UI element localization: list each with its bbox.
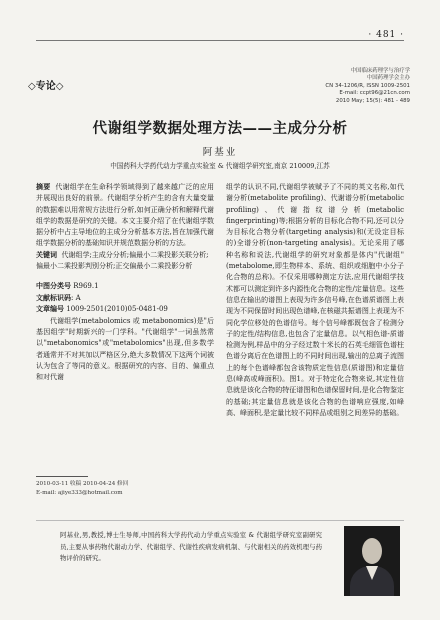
header-rule: [36, 40, 404, 41]
journal-line: CN 34-1206/R, ISSN 1009-2501: [325, 82, 410, 89]
portrait-face: [362, 538, 382, 564]
footnote-dates: 2010-03-11 收稿 2010-04-24 修回: [36, 481, 129, 487]
body-paragraph-left: 代谢组学(metabolomics 或 metabonomics)是"后基因组学"时期新兴的一门学科。"代谢组学"一词虽然常以"metabonomics"或"metabolomics"出现,但多数学者通常并不对其加以严格区分,绝大多数情况下这两个词被认为包含了等同的意义。根据研究的内容、目的、偏重点和对代谢: [36, 316, 214, 382]
journal-line: 中国临床药理学与治疗学: [350, 68, 410, 74]
clc-value: R969.1: [73, 282, 99, 291]
journal-line: E-mail: ccpt96@21cn.com: [339, 90, 410, 97]
body-paragraph-right: 组学的认识不同,代谢组学被赋予了不同的英文名称,如代谢分析(metabolite profiling)、代谢谱分析(metabolic profiling)、代谢指纹谱分析(metabolic fingerprinting)等;根据分析的目标化合物不同,还可以分为目标化合物分析(targeting analysis)和(无设定目标的)全谱分析(non-targeting analysis)。无论采用了哪种名称和说法,代谢组学的研究对象都是体内"代谢组"(metabolome,即生物样本、系统、组织或细胞中小分子化合物的总称)。不仅采用哪种测定方法,应用代谢组学技术都可以测定到许多内源性化合物的定性/定量信息。这些信息在输出的谱图上表现为许多信号峰,在色谱质谱图上表现为不同保留时间出现色谱峰,在核磁共振谱图上表现为不同化学位移处的色谱信号。每个信号峰都既包含了检测分子的定性/结构信息,也包含了定量信息。以气相色谱-质谱检测为例,样品中的分子经过数十米长的石英毛细管色谱柱色谱分离后在色谱图上的不同时间出现,输出的总离子流图上的每个色谱峰都包含该物质定性信息(质谱图)和定量信息(峰高或峰面积)。图1。对于特定化合物来说,其定性信息就是该化合物的特征谱图和色谱保留时间,是化合物鉴定的基础;其定量信息就是该化合物的色谱响应强度,如峰高、峰面积,是定量比较不同样品或组别之间差异的基础。: [226, 183, 404, 417]
article-author: 阿基业: [202, 147, 238, 158]
doc-code-value: A: [75, 293, 81, 302]
keywords-text: 代谢组学;主成分分析;偏最小二乘投影关联分析;偏最小二乘投影判别分析;正交偏最小二乘投影分析: [36, 250, 209, 271]
left-column: [36, 182, 214, 384]
author-affiliation: 中国药科大学药代动力学重点实验室 & 代谢组学研究室,南京 210009,江苏: [110, 162, 330, 170]
journal-info: [260, 68, 410, 105]
abstract-text: 代谢组学在生命科学领域得到了越来越广泛的应用并展现出良好的前景。代谢组学分析产生的含有大量变量的数据难以用常规方法进行分析,如何正确分析和解释代谢组学的数据是研究的关键。本文主要介绍了在代谢组学数据分析中占主导地位的主成分分析基本方法,旨在加强代谢组学数据分析的基础知识并规范数据分析的方法。: [36, 183, 215, 248]
keywords-label: 关键词: [36, 250, 57, 259]
doc-code-label: 文献标识码: [36, 293, 71, 302]
abstract-label: 摘要: [36, 183, 51, 191]
keywords: [36, 250, 214, 273]
column-tag: ◇专论◇: [28, 81, 64, 92]
clc-label: 中图分类号: [36, 282, 71, 291]
footnote-rule: [36, 476, 88, 477]
journal-line: 2010 May; 15(5): 481 - 489: [335, 97, 410, 104]
clc-row: [36, 281, 214, 293]
article-title: 代谢组学数据处理方法——主成分分析: [92, 121, 348, 137]
right-column: [226, 182, 404, 419]
author-portrait-icon: [344, 526, 400, 596]
article-id-label: 文章编号: [36, 305, 64, 314]
article-id-value: 1009-2501(2010)05-0481-09: [66, 305, 168, 314]
page-number: · 481 ·: [368, 30, 404, 40]
doc-code-row: 文献标识码: A: [36, 293, 81, 302]
classification-block: [36, 281, 214, 316]
article-id-row: [36, 304, 214, 316]
journal-line: 中国药理学会主办: [366, 75, 410, 82]
footnote-email: E-mail: ajiye333@hotmail.com: [36, 490, 123, 496]
author-bio-text: 阿基业,男,教授,博士生导师,中国药科大学药代动力学重点实验室 & 代谢组学研究室副研究员,主要从事药物代谢动力学、代谢组学、代谢性疾病发病机制、与代谢相关的药效机理与药物评价的研究。: [60, 531, 322, 562]
footnote: [36, 480, 214, 498]
abstract: [36, 182, 214, 250]
